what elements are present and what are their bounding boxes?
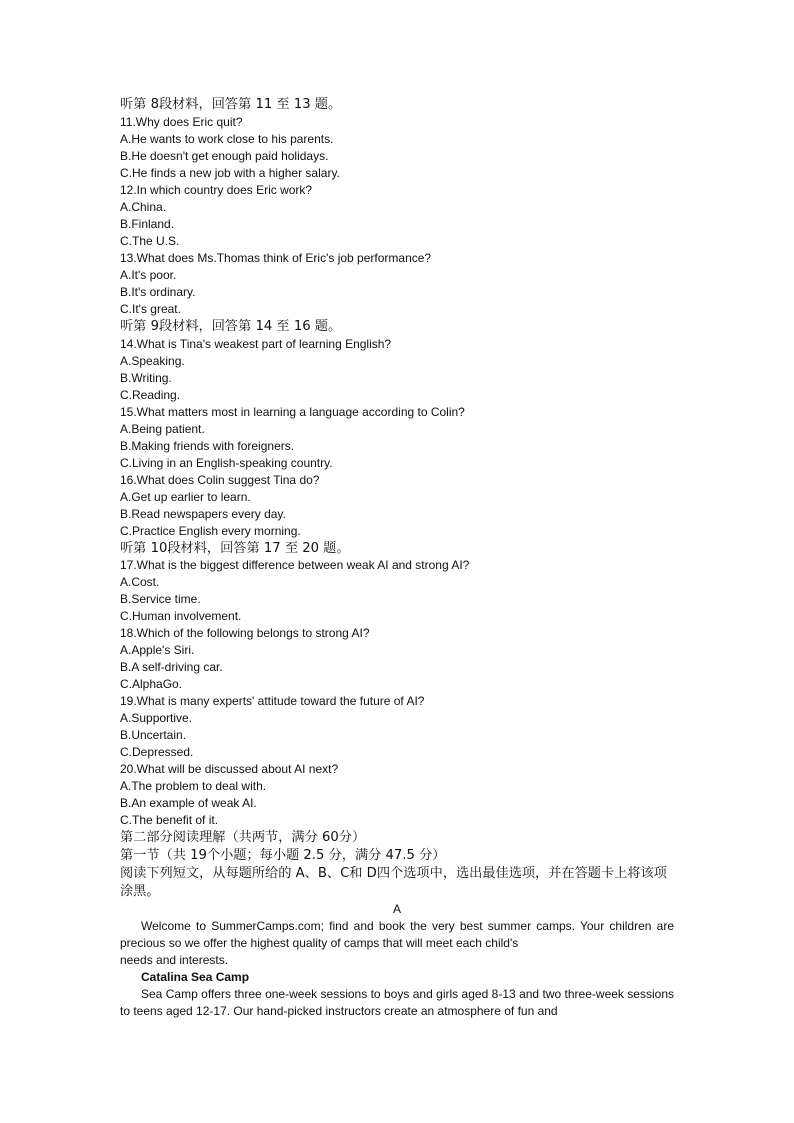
section10-header: 听第 10段材料，回答第 17 至 20 题。 — [120, 540, 350, 556]
q20-option-b: B.An example of weak AI. — [120, 796, 257, 811]
question-16: 16.What does Colin suggest Tina do? — [120, 472, 320, 487]
q15-option-a: A.Being patient. — [120, 421, 205, 436]
q17-option-b: B.Service time. — [120, 592, 201, 607]
q19-option-c: C.Depressed. — [120, 745, 194, 760]
q15-option-b: B.Making friends with foreigners. — [120, 438, 295, 453]
question-17: 17.What is the biggest difference between weak AI and strong AI? — [120, 558, 470, 573]
q12-option-b: B.Finland. — [120, 216, 175, 231]
q15-option-c: C.Living in an English-speaking country. — [120, 455, 333, 470]
q18-option-a: A.Apple's Siri. — [120, 643, 195, 658]
question-14: 14.What is Tina's weakest part of learning English? — [120, 336, 392, 351]
question-11: 11.Why does Eric quit? — [120, 114, 243, 129]
part2-title: 第二部分阅读理解（共两节，满分 60分） — [120, 830, 366, 846]
camp-description: Sea Camp offers three one-week sessions to boys and girls aged 8-13 and two three-week sessions to teens aged 12-17. Our hand-picked instructors create an atmosphere of fun and — [120, 986, 674, 1018]
question-20: 20.What will be discussed about AI next? — [120, 762, 339, 777]
q17-option-a: A.Cost. — [120, 575, 160, 590]
q12-option-c: C.The U.S. — [120, 233, 180, 248]
passage-letter: A — [392, 901, 401, 916]
q13-option-c: C.It's great. — [120, 301, 181, 316]
q16-option-b: B.Read newspapers every day. — [120, 506, 286, 521]
question-13: 13.What does Ms.Thomas think of Eric's job performance? — [120, 250, 432, 265]
section8-header: 听第 8段材料，回答第 11 至 13 题。 — [120, 97, 342, 112]
passage-intro-continued: needs and interests. — [120, 952, 229, 967]
q17-option-c: C.Human involvement. — [120, 609, 242, 624]
camp-title: Catalina Sea Camp — [141, 969, 250, 984]
q11-option-a: A.He wants to work close to his parents. — [120, 131, 334, 146]
section1-title: 第一节（共 19个小题；每小题 2.5 分，满分 47.5 分） — [120, 848, 446, 864]
q13-option-b: B.It's ordinary. — [120, 284, 196, 299]
question-18: 18.Which of the following belongs to strong AI? — [120, 626, 370, 641]
reading-instructions: 阅读下列短文，从每题所给的 A、B、C和 D四个选项中，选出最佳选项，并在答题卡上将该项涂黑。 — [120, 865, 667, 899]
q14-option-b: B.Writing. — [120, 370, 172, 385]
q11-option-b: B.He doesn't get enough paid holidays. — [120, 148, 329, 163]
q19-option-a: A.Supportive. — [120, 711, 193, 726]
q16-option-c: C.Practice English every morning. — [120, 523, 301, 538]
q18-option-c: C.AlphaGo. — [120, 677, 183, 692]
q16-option-a: A.Get up earlier to learn. — [120, 489, 251, 504]
q20-option-a: A.The problem to deal with. — [120, 779, 267, 794]
q14-option-c: C.Reading. — [120, 387, 181, 402]
q19-option-b: B.Uncertain. — [120, 728, 187, 743]
q13-option-a: A.It's poor. — [120, 267, 177, 282]
exam-page — [120, 96, 674, 1020]
q11-option-c: C.He finds a new job with a higher salary. — [120, 165, 340, 180]
q20-option-c: C.The benefit of it. — [120, 813, 219, 828]
section9-header: 听第 9段材料，回答第 14 至 16 题。 — [120, 318, 342, 334]
passage-intro: Welcome to SummerCamps.com; find and book the very best summer camps. Your children are precious so we offer the highest quality of camps that will meet each child's — [120, 918, 674, 950]
q18-option-b: B.A self-driving car. — [120, 660, 223, 675]
q14-option-a: A.Speaking. — [120, 353, 185, 368]
question-12: 12.In which country does Eric work? — [120, 182, 313, 197]
q12-option-a: A.China. — [120, 199, 167, 214]
question-15: 15.What matters most in learning a language according to Colin? — [120, 404, 465, 419]
question-19: 19.What is many experts' attitude toward the future of AI? — [120, 694, 425, 709]
